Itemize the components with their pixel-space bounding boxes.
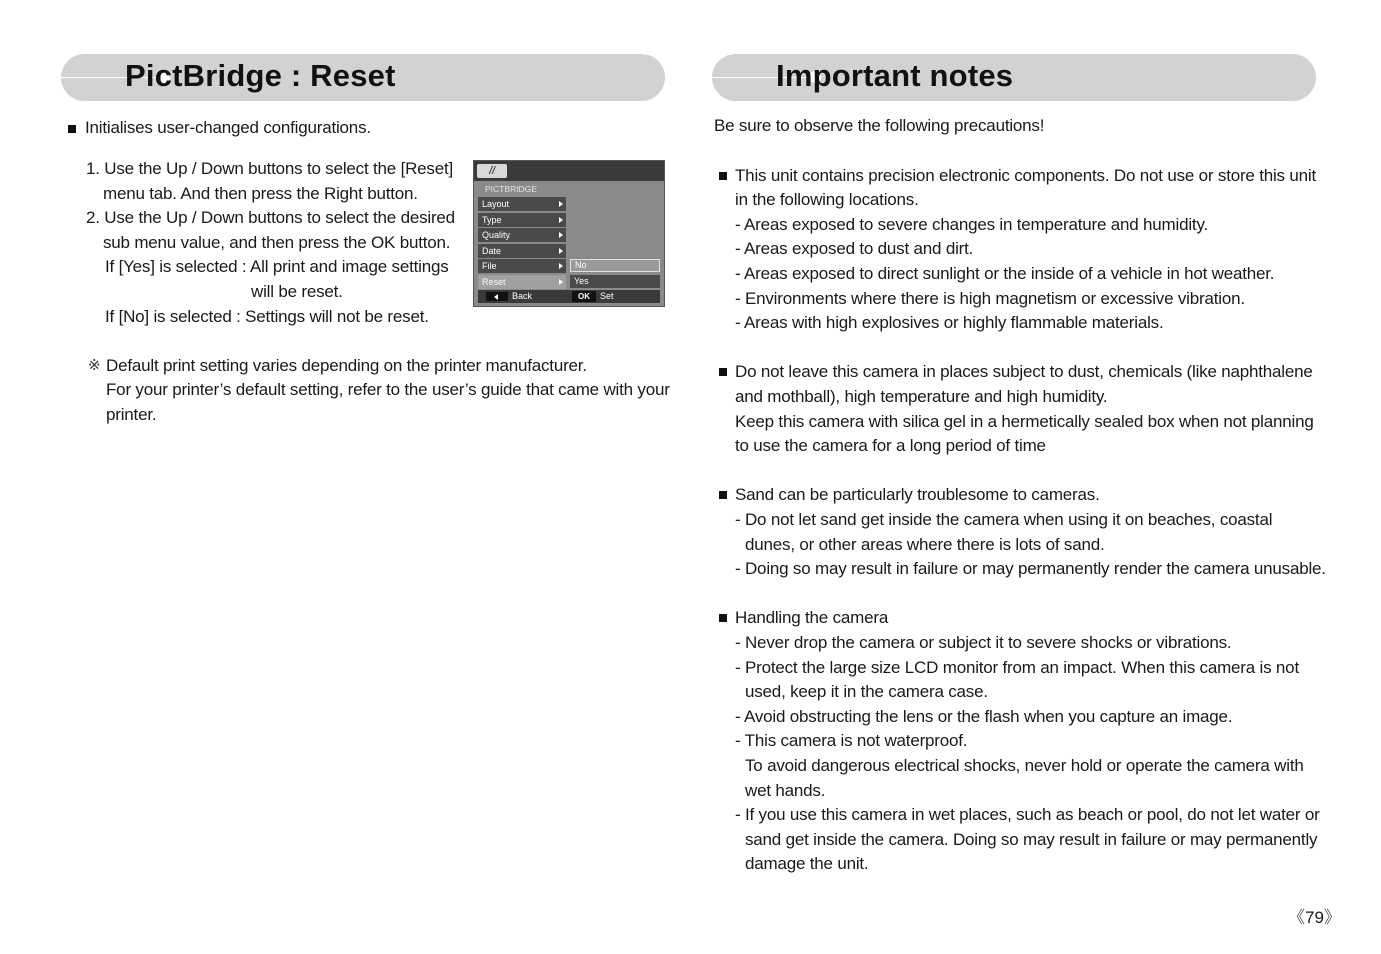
lcd-menu-item-layout: [478, 197, 566, 211]
step-line: 2. Use the Up / Down buttons to select the desired: [86, 208, 455, 227]
note-line: For your printer’s default setting, refer to the user’s guide that came with your: [106, 380, 670, 399]
page-title-left: PictBridge : Reset: [125, 58, 396, 93]
page-number: 《79》: [1288, 908, 1341, 927]
step-line: If [No] is selected : Settings will not be reset.: [105, 307, 429, 326]
chevron-right-icon: [559, 217, 563, 223]
note-line: - Areas exposed to dust and dirt.: [735, 239, 974, 258]
lcd-menu-item-label: Layout: [482, 199, 510, 209]
note-line: Do not leave this camera in places subject to dust, chemicals (like naphthalene: [735, 362, 1313, 381]
note-line: Default print setting varies depending on the printer manufacturer.: [106, 356, 587, 375]
section-header-important-notes: [712, 54, 1316, 101]
note-line: in the following locations.: [735, 190, 919, 209]
note-line: and mothball), high temperature and high humidity.: [735, 387, 1108, 406]
bullet-square-icon: [719, 491, 727, 499]
chevron-right-icon: [559, 263, 563, 269]
step-line: will be reset.: [251, 282, 343, 301]
lcd-button-guide: [478, 290, 660, 303]
lcd-tab-bar: [474, 161, 664, 181]
lcd-menu-item-label: Reset: [482, 277, 506, 287]
bullet-square-icon: [719, 368, 727, 376]
bullet-square-icon: [719, 614, 727, 622]
note-line: - Environments where there is high magnetism or excessive vibration.: [735, 289, 1245, 308]
note-line: - Areas exposed to direct sunlight or the inside of a vehicle in hot weather.: [735, 264, 1275, 283]
ok-key-icon: OK: [572, 291, 596, 302]
lcd-menu-item-label: Quality: [482, 230, 511, 240]
lcd-option-no: No: [570, 259, 660, 272]
lcd-menu-title: PICTBRIDGE: [485, 184, 537, 194]
chevron-right-icon: [559, 248, 563, 254]
note-line: This unit contains precision electronic components. Do not use or store this unit: [735, 166, 1316, 185]
chevron-right-icon: [559, 279, 563, 285]
note-line: - Doing so may result in failure or may permanently render the camera unusable.: [735, 559, 1326, 578]
note-line: - Protect the large size LCD monitor from an impact. When this camera is not: [735, 658, 1299, 677]
step-line: sub menu value, and then press the OK button.: [103, 233, 451, 252]
note-line: wet hands.: [745, 781, 826, 800]
lcd-menu-item-label: File: [482, 261, 497, 271]
note-line: To avoid dangerous electrical shocks, never hold or operate the camera with: [745, 756, 1304, 775]
reset-description: Initialises user-changed configurations.: [85, 118, 371, 137]
note-line: - Areas exposed to severe changes in temperature and humidity.: [735, 215, 1209, 234]
note-line: - If you use this camera in wet places, such as beach or pool, do not let water or: [735, 805, 1320, 824]
note-line: - This camera is not waterproof.: [735, 731, 968, 750]
precautions-intro: Be sure to observe the following precautions!: [714, 116, 1045, 135]
lcd-menu-item-quality: [478, 228, 566, 242]
lcd-menu-item-date: [478, 244, 566, 258]
note-line: Sand can be particularly troublesome to cameras.: [735, 485, 1100, 504]
lcd-menu-item-label: Date: [482, 246, 502, 256]
camera-lcd-screen: [473, 160, 665, 307]
lcd-option-yes: Yes: [570, 275, 660, 288]
note-line: dunes, or other areas where there is lots of sand.: [745, 535, 1105, 554]
pictbridge-tab-icon: //: [477, 164, 507, 178]
note-line: - Do not let sand get inside the camera when using it on beaches, coastal: [735, 510, 1273, 529]
lcd-menu-item-type: [478, 213, 566, 227]
note-line: printer.: [106, 405, 157, 424]
bullet-square-icon: [719, 172, 727, 180]
chevron-right-icon: [559, 201, 563, 207]
note-line: to use the camera for a long period of time: [735, 436, 1046, 455]
section-header-pictbridge-reset: [61, 54, 665, 101]
page-title-right: Important notes: [776, 58, 1014, 93]
back-label: Back: [512, 291, 533, 301]
reference-mark-icon: ※: [88, 357, 101, 374]
note-line: sand get inside the camera. Doing so may result in failure or may permanently: [745, 830, 1318, 849]
note-line: Handling the camera: [735, 608, 889, 627]
bullet-square-icon: [68, 125, 76, 133]
lcd-menu-item-file: [478, 259, 566, 273]
step-line: If [Yes] is selected : All print and image settings: [105, 257, 449, 276]
lcd-menu-item-label: Type: [482, 215, 502, 225]
lcd-menu-item-reset: [478, 275, 566, 289]
chevron-right-icon: [559, 232, 563, 238]
set-label: Set: [600, 291, 614, 301]
step-line: menu tab. And then press the Right button.: [103, 184, 418, 203]
note-line: - Areas with high explosives or highly flammable materials.: [735, 313, 1164, 332]
step-line: 1. Use the Up / Down buttons to select the [Reset]: [86, 159, 454, 178]
note-line: Keep this camera with silica gel in a hermetically sealed box when not planning: [735, 412, 1314, 431]
note-line: - Avoid obstructing the lens or the flash when you capture an image.: [735, 707, 1233, 726]
note-line: used, keep it in the camera case.: [745, 682, 988, 701]
note-line: damage the unit.: [745, 854, 869, 873]
back-key-icon: [486, 292, 508, 301]
arrow-left-icon: [494, 294, 498, 300]
note-line: - Never drop the camera or subject it to severe shocks or vibrations.: [735, 633, 1232, 652]
